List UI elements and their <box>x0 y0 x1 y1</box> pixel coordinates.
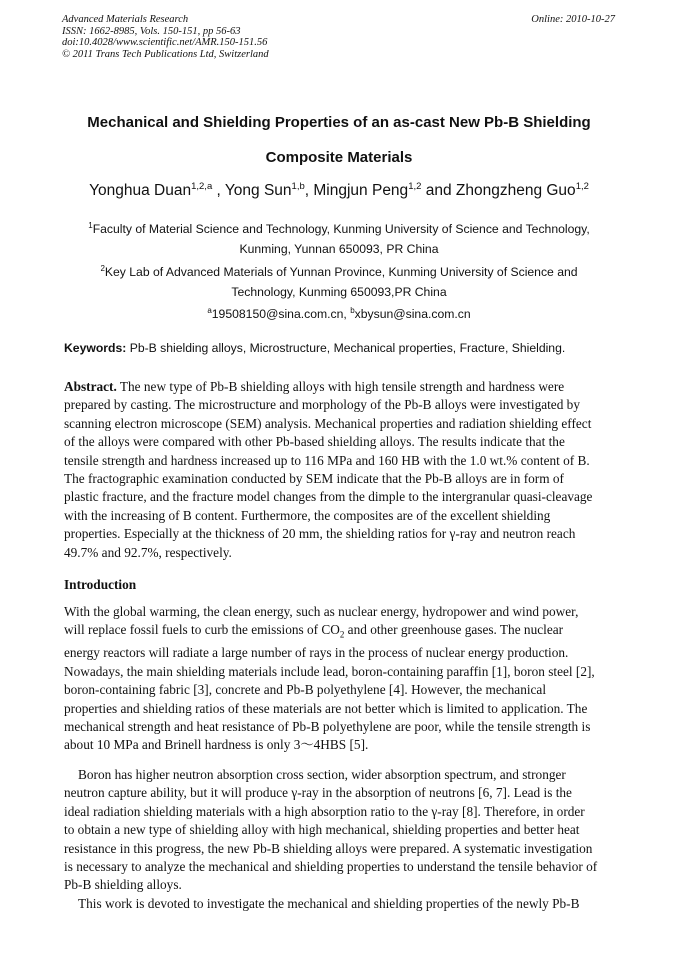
affiliation-sup: 2 <box>100 264 105 273</box>
intro-line: Pb-B shielding alloys. <box>64 877 182 893</box>
intro-line: resistance in this progress, the new Pb-B shielding alloys were prepared. A systematic investigation <box>64 840 593 856</box>
intro-line: will replace fossil fuels to curb the emissions of $CO_2$ and other greenhouse gases. The nuclear <box>64 622 564 641</box>
intro-line: ideal radiation shielding materials with a high absorption ratio to the γ-ray [8]. Therefore, in order <box>64 803 585 819</box>
abstract-line: with the increasing of B content. Furthermore, the composites are of the excellent shielding <box>64 507 551 523</box>
keywords-label: Keywords: <box>64 341 127 355</box>
intro-line: to obtain a new type of shielding alloy with high mechanical, shielding properties and better heat <box>64 822 580 838</box>
intro-line: This work is devoted to investigate the mechanical and shielding properties of the newly Pb-B <box>78 895 580 911</box>
copyright-line: © 2011 Trans Tech Publications Ltd, Switzerland <box>62 48 269 60</box>
author-name: Yonghua Duan <box>89 182 192 200</box>
abstract-line: The new type of Pb-B shielding alloys with high tensile strength and hardness were <box>116 379 565 394</box>
author-separator: , <box>212 182 225 200</box>
abstract-paragraph <box>64 378 616 562</box>
keywords-line <box>64 341 624 355</box>
author-list <box>40 181 638 200</box>
introduction-heading: Introduction <box>64 577 137 592</box>
affiliation-line: Key Lab of Advanced Materials of Yunnan Province, Kunming University of Science and <box>104 265 578 280</box>
doi-line: doi:10.4028/www.scientific.net/AMR.150-151.56 <box>62 37 268 48</box>
affiliation-line: Kunming, Yunnan 650093, PR China <box>239 242 439 257</box>
keywords-text: Pb-B shielding alloys, Microstructure, Mechanical properties, Fracture, Shielding. <box>126 341 566 355</box>
abstract-line: prepared by casting. The microstructure and morphology of the Pb-B alloys were investigated by <box>64 397 580 413</box>
intro-line: neutron capture ability, but it will produce γ-ray in the absorption of neutrons [6, 7]. Lead is the <box>64 785 572 801</box>
abstract-line: scanning electron microscope (SEM) analysis. Mechanical properties and radiation shielding effect <box>64 415 592 431</box>
author-affil-sup: 1,b <box>291 181 305 192</box>
author-affil-sup: 1,2 <box>408 181 422 192</box>
co2-subscript: 2 <box>339 630 345 641</box>
intro-paragraph-2 <box>64 766 616 913</box>
affiliation-2 <box>60 259 618 302</box>
email-a-link[interactable]: 19508150@sina.com.cn, <box>211 307 351 322</box>
author-affil-sup: 1,2 <box>575 181 589 192</box>
affiliation-line: Technology, Kunming 650093,PR China <box>231 285 447 300</box>
journal-header <box>62 14 269 60</box>
author-separator: and <box>421 182 456 200</box>
abstract-line: of the alloys were compared with other Pb-based shielding alloys. The results indicate that the <box>64 434 565 450</box>
email-sup: b <box>350 306 355 315</box>
email-b-link[interactable]: xbysun@sina.com.cn <box>354 307 471 322</box>
intro-line: is necessary to analyze the mechanical and shielding properties to understand the tensile behavior of <box>64 859 598 875</box>
online-date: Online: 2010-10-27 <box>531 14 615 25</box>
issn-line: ISSN: 1662-8985, Vols. 150-151, pp 56-63 <box>62 25 241 37</box>
intro-line: about 10 MPa and Brinell hardness is only 3～4HBS [5]. <box>64 737 369 752</box>
intro-paragraph-1 <box>64 603 616 737</box>
author-name: Mingjun Peng <box>313 182 409 200</box>
author-emails <box>60 301 618 324</box>
abstract-line: 49.7% and 92.7%, respectively. <box>64 544 232 560</box>
journal-name: Advanced Materials Research <box>62 14 189 25</box>
email-sup: a <box>207 306 212 315</box>
intro-line: energy reactors will radiate a large number of rays in the process of nuclear energy production. <box>64 645 569 661</box>
intro-line: With the global warming, the clean energy, such as nuclear energy, hydropower and wind power, <box>64 604 579 619</box>
affiliation-line: Faculty of Material Science and Technology, Kunming University of Science and Technology, <box>92 222 590 237</box>
intro-line: properties and shielding ratios of these materials are not better which is limited to application. The <box>64 700 588 716</box>
author-affil-sup: 1,2,a <box>191 181 213 192</box>
paper-title-line-2: Composite Materials <box>265 149 413 166</box>
abstract-line: tensile strength and hardness increased up to 116 MPa and 160 HB with the 1.0 wt.% content of B. <box>64 452 590 468</box>
author-name: Yong Sun <box>224 182 292 200</box>
intro-line: mechanical strength and heat resistance of Pb-B polyethylene are poor, while the tensile strength is <box>64 719 591 735</box>
affiliation-1 <box>60 216 618 259</box>
intro-line: Boron has higher neutron absorption cross section, wider absorption spectrum, and stronger <box>78 767 566 782</box>
intro-line: Nowadays, the main shielding materials include lead, boron-containing paraffin [1], boron steel [2], <box>64 663 595 679</box>
abstract-label: Abstract. <box>64 379 117 394</box>
intro-paragraph-1-last-line <box>64 736 616 754</box>
paper-title-line-1: Mechanical and Shielding Properties of an as-cast New Pb-B Shielding <box>87 114 591 131</box>
abstract-line: The fractographic examination conducted by SEM indicate that the Pb-B alloys are in form of <box>64 471 564 487</box>
abstract-line: properties. Especially at the thickness of 20 mm, the shielding ratios for γ-ray and neutron reach <box>64 526 576 542</box>
author-separator: , <box>304 182 314 200</box>
intro-line: boron-containing fabric [3], concrete and Pb-B polyethylene [4]. However, the mechanical <box>64 682 547 698</box>
abstract-line: plastic fracture, and the fracture model changes from the dimple to the intergranular quasi-cleavage <box>64 489 593 505</box>
author-name: Zhongzheng Guo <box>455 182 576 200</box>
affiliation-sup: 1 <box>88 221 93 230</box>
